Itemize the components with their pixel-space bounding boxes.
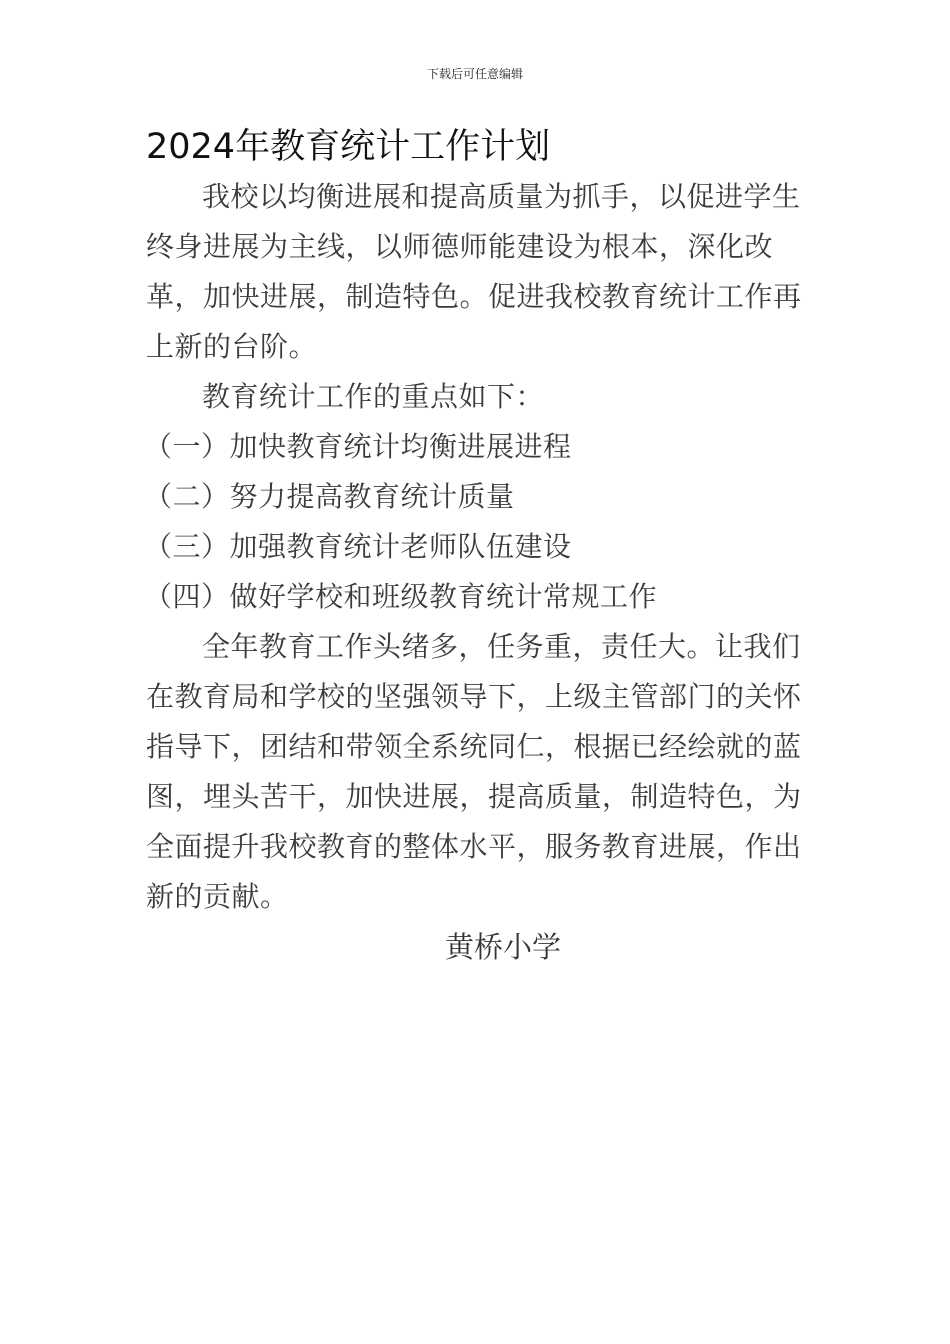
- focus-item-3: （三）加强教育统计老师队伍建设: [144, 530, 572, 563]
- intro-paragraph: 我校以均衡进展和提高质量为抓手，以促进学生终身进展为主线，以师德师能建设为根本，深化改革，加快进展，制造特色。促进我校教育统计工作再上新的台阶。: [146, 180, 802, 363]
- focus-item-2: （二）努力提高教育统计质量: [144, 480, 515, 513]
- closing-paragraph: 全年教育工作头绪多，任务重，责任大。让我们在教育局和学校的坚强领导下，上级主管部门的关怀指导下，团结和带领全系统同仁，根据已经绘就的蓝图，埋头苦干，加快进展，提高质量，制造特色，为全面提升我校教育的整体水平，服务教育进展，作出新的贡献。: [146, 630, 802, 913]
- focus-list: [146, 422, 826, 622]
- focus-item-4: （四）做好学校和班级教育统计常规工作: [144, 580, 658, 613]
- header-note: 下载后可任意编辑: [426, 67, 523, 81]
- focus-heading: 教育统计工作的重点如下：: [202, 380, 545, 413]
- signature: 黄桥小学: [445, 930, 562, 964]
- document-title: 2024年教育统计工作计划: [146, 127, 551, 167]
- focus-item-1: （一）加快教育统计均衡进展进程: [144, 430, 572, 463]
- document-body: [146, 122, 826, 972]
